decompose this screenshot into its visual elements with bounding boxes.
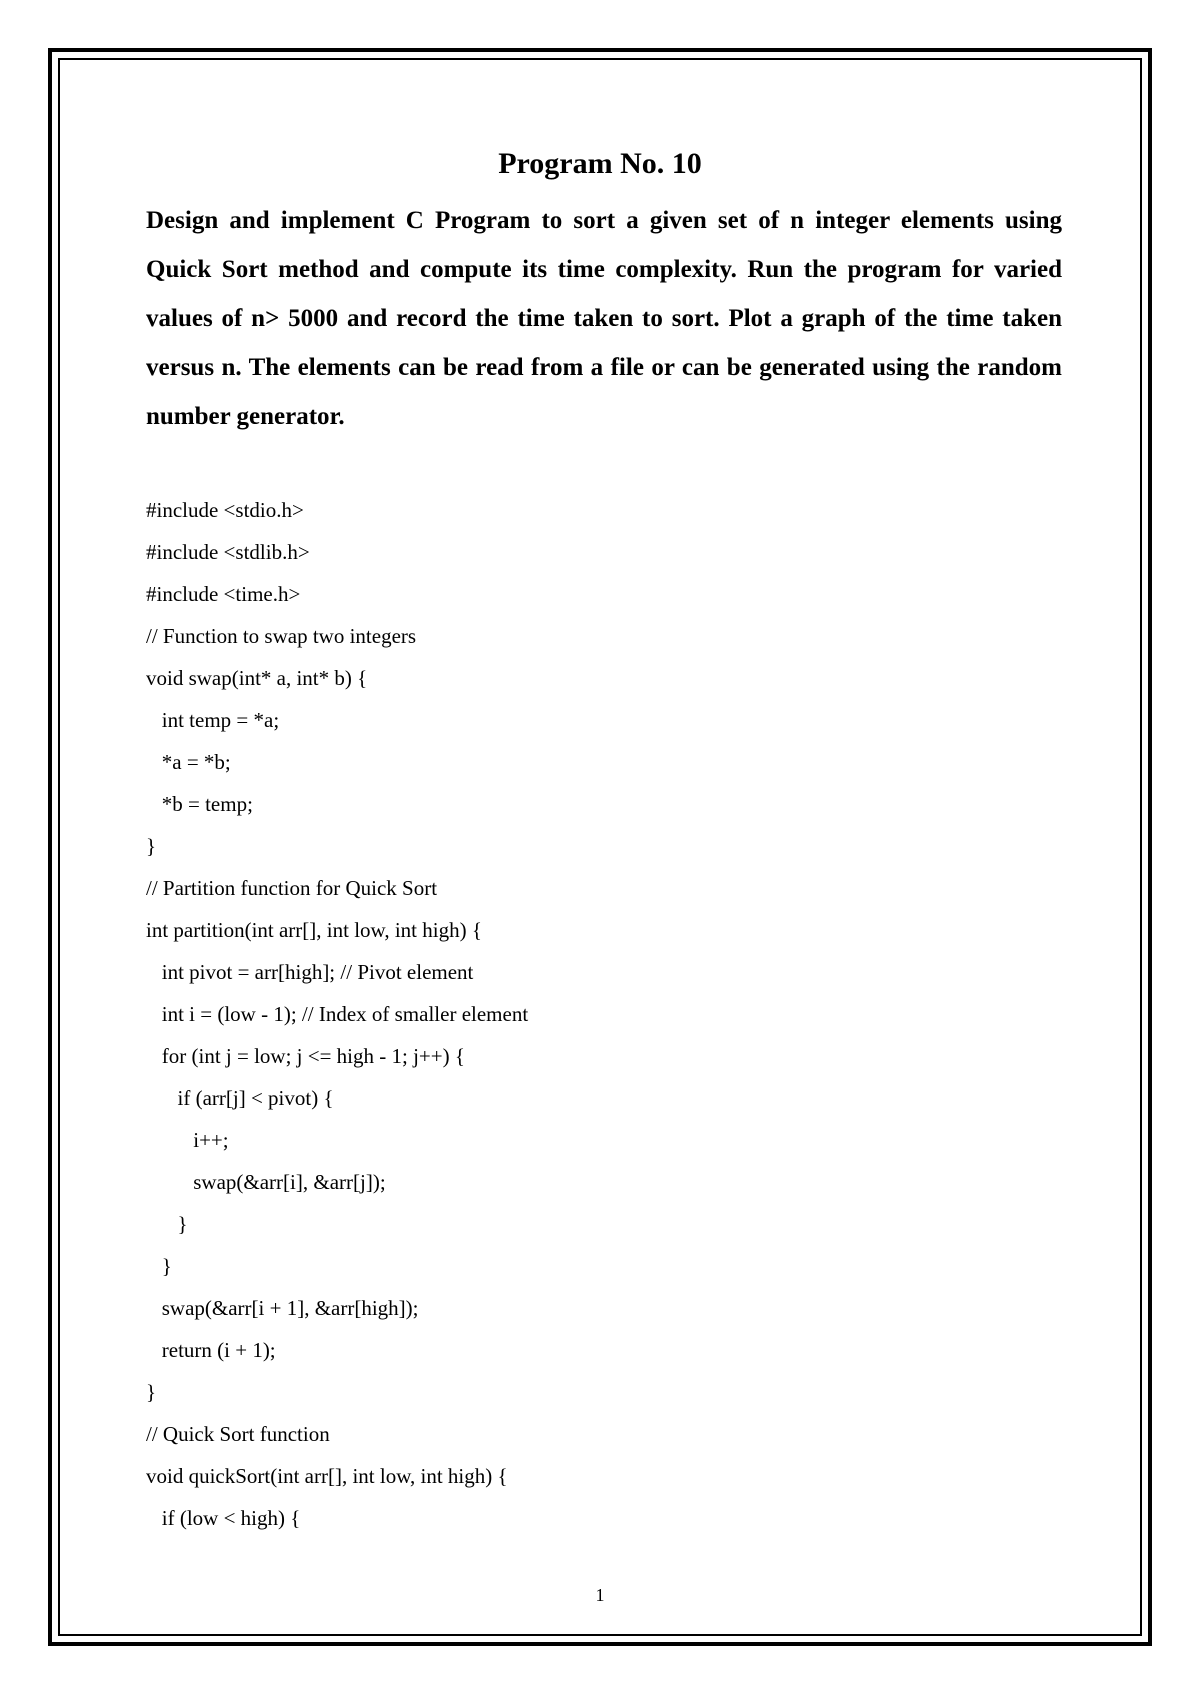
code-line: int temp = *a; (146, 708, 280, 732)
code-line: *a = *b; (146, 750, 231, 774)
page-number: 1 (595, 1585, 605, 1605)
code-line: if (arr[j] < pivot) { (146, 1086, 334, 1110)
code-line: int pivot = arr[high]; // Pivot element (146, 960, 474, 984)
code-line: // Partition function for Quick Sort (146, 876, 438, 900)
code-line: i++; (146, 1128, 229, 1152)
code-line: } (146, 834, 157, 858)
code-line: #include <stdlib.h> (146, 540, 310, 564)
page-title: Program No. 10 (498, 147, 702, 180)
code-line: int partition(int arr[], int low, int high) { (146, 918, 482, 942)
code-line: for (int j = low; j <= high - 1; j++) { (146, 1044, 465, 1068)
program-description: Design and implement C Program to sort a given set of n integer elements using Quick Sort method and compute its time complexity. Run the program for varied values of n> 5000 and record the time taken to sort. Plot a graph of the time taken versus n. The elements can be read from a file or can be generated using the random number generator. (146, 207, 1062, 430)
code-line: #include <stdio.h> (146, 498, 304, 522)
code-line: void swap(int* a, int* b) { (146, 666, 368, 690)
code-line: int i = (low - 1); // Index of smaller element (146, 1002, 529, 1026)
code-line: } (146, 1254, 172, 1278)
code-line: // Function to swap two integers (146, 624, 417, 648)
code-line: return (i + 1); (146, 1338, 276, 1362)
code-line: swap(&arr[i], &arr[j]); (146, 1170, 386, 1194)
code-line: } (146, 1380, 157, 1404)
code-line: if (low < high) { (146, 1506, 301, 1530)
code-line: void quickSort(int arr[], int low, int high) { (146, 1464, 508, 1488)
code-line: // Quick Sort function (146, 1422, 330, 1446)
code-line: swap(&arr[i + 1], &arr[high]); (146, 1296, 419, 1320)
code-listing (146, 489, 1046, 1539)
code-line: } (146, 1212, 188, 1236)
code-line: #include <time.h> (146, 582, 301, 606)
code-line: *b = temp; (146, 792, 253, 816)
